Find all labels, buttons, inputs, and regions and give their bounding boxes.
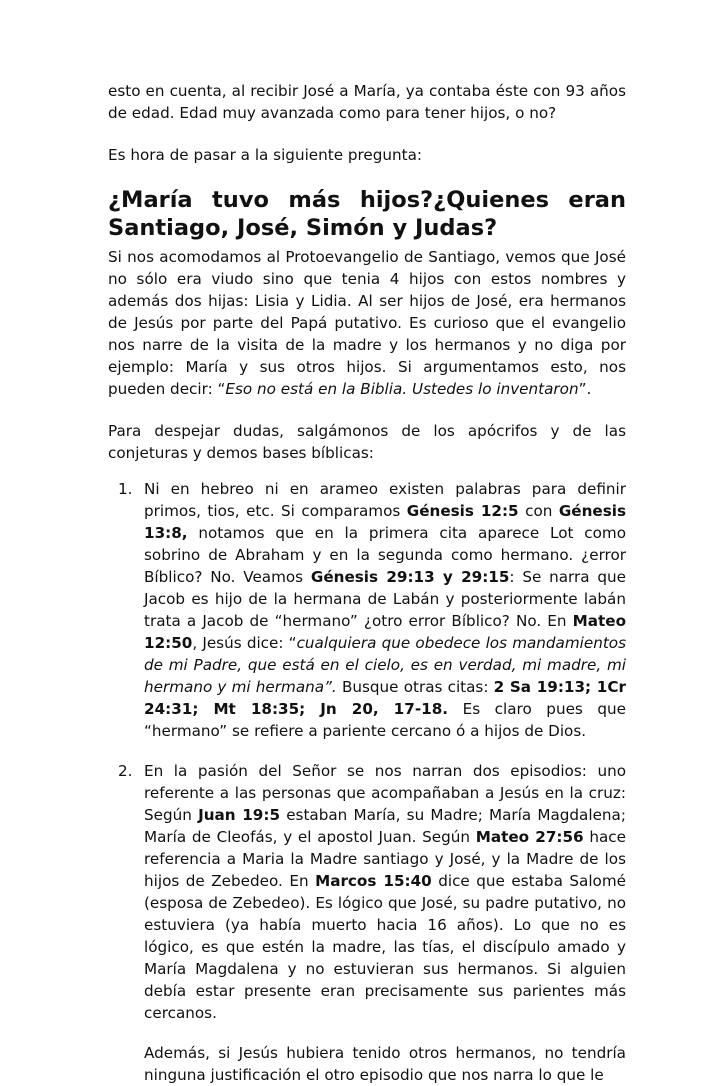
quote-text: cualquiera que obedece los mandamientos de mi Padre, que está en el cielo, es en verdad, mi madre, mi hermano y mi hermana”. <box>144 634 627 696</box>
citation: Juan 19:5 <box>198 806 281 824</box>
final-paragraph: Además, si Jesús hubiera tenido otros hermanos, no tendría ninguna justificación el otro episodio que nos narra lo que le <box>144 1044 626 1084</box>
citation: Génesis 29:13 y 29:15 <box>310 568 510 586</box>
section-heading: ¿María tuvo más hijos?¿Quienes eran Santiago, José, Simón y Judas? <box>108 187 626 241</box>
citation: Mateo 12:50 <box>144 612 626 652</box>
document-page <box>108 80 626 1086</box>
citation: 2 Sa 19:13; 1Cr 24:31; Mt 18:35; Jn 20, 17-18. <box>144 678 626 718</box>
citation: Marcos 15:40 <box>315 872 432 890</box>
intro-paragraph: esto en cuenta, al recibir José a María, ya contaba éste con 93 años de edad. Edad muy avanzada como para tener hijos, o no? <box>108 82 626 122</box>
citation: Génesis 12:5 <box>406 502 519 520</box>
protoevangelio-paragraph: Si nos acomodamos al Protoevangelio de Santiago, vemos que José no sólo era viudo sino que tenia 4 hijos con estos nombres y además dos hijas: Lisia y Lidia. Al ser hijos de José, era hermanos de Jesús por parte del Papá putativo. Es curioso que el evangelio nos narre de la visita de la madre y los hermanos y no diga por ejemplo: María y sus otros hijos. Si argumentamos esto, nos pueden decir: “Eso no está en la Biblia. Ustedes lo inventaron”. <box>108 248 626 398</box>
transition-paragraph: Es hora de pasar a la siguiente pregunta: <box>108 146 423 164</box>
list-number: 2. <box>118 762 133 780</box>
citation: Génesis 13:8, <box>144 502 626 542</box>
citation: Mateo 27:56 <box>475 828 584 846</box>
list-number: 1. <box>118 480 133 498</box>
quote-text: Eso no está en la Biblia. Ustedes lo inventaron <box>225 380 579 398</box>
list-item: 1. Ni en hebreo ni en arameo existen palabras para definir primos, tios, etc. Si comparamos Génesis 12:5 con Génesis 13:8, notamos que en la primera cita aparece Lot como sobrino de Abraham y en la segunda como hermano. ¿error Bíblico? No. Veamos Génesis 29:13 y 29:15: Se narra que Jacob es hijo de la hermana de Labán y posteriormente labán trata a Jacob de “hermano” ¿otro error Bíblico? No. En Mateo 12:50, Jesús dice: “cualquiera que obedece los mandamientos de mi Padre, que está en el cielo, es en verdad, mi madre, mi hermano y mi hermana”. Busque otras citas: 2 Sa 19:13; 1Cr 24:31; Mt 18:35; Jn 20, 17-18. Es claro pues que “hermano” se refiere a pariente cercano ó a hijos de Dios. <box>118 480 627 740</box>
bases-paragraph: Para despejar dudas, salgámonos de los apócrifos y de las conjeturas y demos bases bíblicas: <box>108 422 626 462</box>
numbered-list <box>108 478 626 1024</box>
list-item: 2. En la pasión del Señor se nos narran dos episodios: uno referente a las personas que acompañaban a Jesús en la cruz: Según Juan 19:5 estaban María, su Madre; María Magdalena; María de Cleofás, y el apostol Juan. Según Mateo 27:56 hace referencia a Maria la Madre santiago y José, y la Madre de los hijos de Zebedeo. En Marcos 15:40 dice que estaba Salomé (esposa de Zebedeo). Es lógico que José, su padre putativo, no estuviera (ya había muerto hacia 16 años). Lo que no es lógico, es que estén la madre, las tías, el discípulo amado y María Magdalena y no estuvieran sus hermanos. Si alguien debía estar presente eran precisamente sus parientes más cercanos. <box>118 762 626 1022</box>
